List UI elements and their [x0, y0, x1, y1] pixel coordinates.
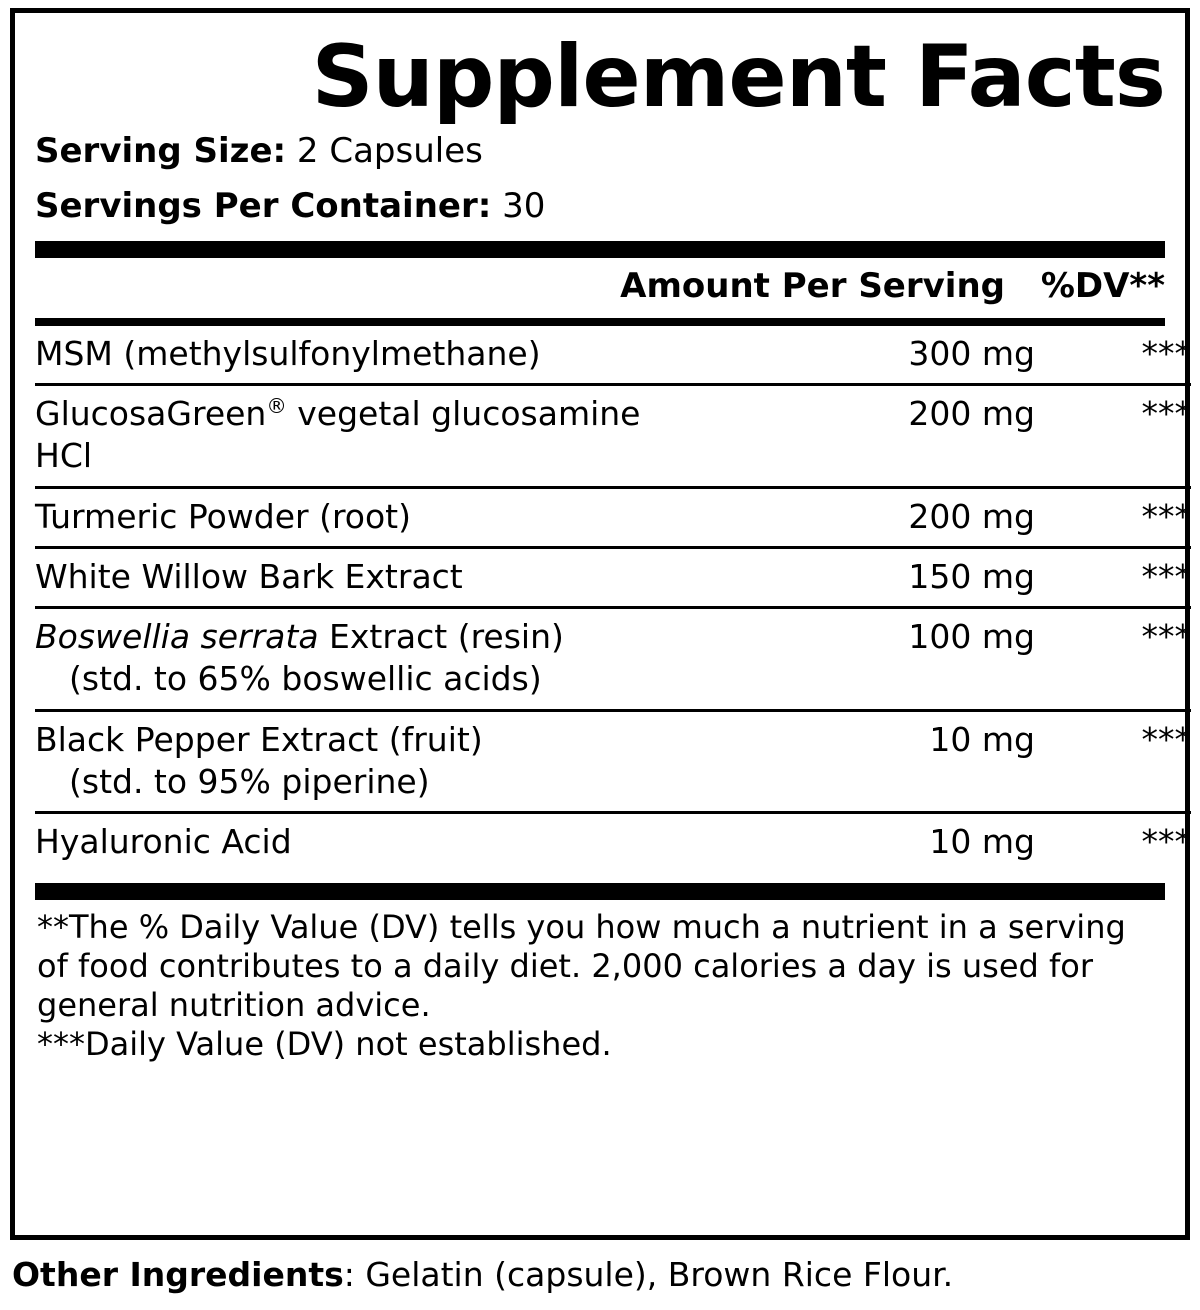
- nutrient-name-text: GlucosaGreen: [35, 394, 267, 434]
- nutrient-name-text: Black Pepper Extract (fruit): [35, 719, 483, 759]
- serving-size-line: [35, 129, 1165, 174]
- nutrient-name: [35, 547, 675, 607]
- nutrient-name-text: Hyaluronic Acid: [35, 822, 292, 862]
- nutrient-amount: 200 mg: [675, 487, 1035, 547]
- nutrient-dv: ***: [1141, 822, 1191, 862]
- nutrient-name: [35, 710, 675, 812]
- nutrient-name: [35, 385, 675, 487]
- header-amount-per-serving: Amount Per Serving: [620, 266, 1005, 307]
- nutrient-dv: ***: [1035, 326, 1191, 385]
- divider-thick-bottom: [35, 883, 1165, 900]
- nutrient-name-standardization: (std. to 95% piperine): [69, 761, 430, 801]
- divider-thick-top: [35, 241, 1165, 258]
- other-ingredients: [12, 1255, 1188, 1295]
- table-row: [35, 547, 1191, 607]
- table-row: [35, 385, 1191, 487]
- serving-size-label: Serving Size:: [35, 131, 287, 172]
- serving-size-value: 2 Capsules: [296, 131, 483, 172]
- nutrient-amount: 10 mg: [675, 710, 1035, 812]
- table-row: [35, 326, 1191, 385]
- divider-medium-header: [35, 318, 1165, 326]
- other-ingredients-value: : Gelatin (capsule), Brown Rice Flour.: [343, 1255, 954, 1294]
- nutrient-name: [35, 326, 675, 385]
- nutrient-dv: ***: [1035, 385, 1191, 487]
- supplement-facts-panel: [10, 8, 1190, 1240]
- registered-mark: ®: [266, 394, 287, 419]
- nutrient-amount: 150 mg: [675, 547, 1035, 607]
- table-row: [35, 487, 1191, 547]
- nutrient-name-text: MSM (methylsulfonylmethane): [35, 334, 541, 374]
- nutrient-name-text: White Willow Bark Extract: [35, 556, 463, 596]
- servings-per-container-line: [35, 184, 1165, 229]
- nutrient-name-latin: Boswellia serrata: [35, 617, 319, 657]
- nutrient-name-text: Turmeric Powder (root): [35, 496, 411, 536]
- nutrient-dv: ***: [1035, 487, 1191, 547]
- footnote-daily-value: **The % Daily Value (DV) tells you how much a nutrient in a serving of food contributes to a daily diet. 2,000 calories a day is used for general nutrition advice.: [37, 908, 1126, 1025]
- nutrient-dv: ***: [1035, 547, 1191, 607]
- nutrient-name-standardization: (std. to 65% boswellic acids): [69, 659, 542, 699]
- nutrient-amount: 300 mg: [675, 326, 1035, 385]
- nutrient-dv: ***: [1035, 608, 1191, 710]
- nutrient-dv: ***: [1035, 710, 1191, 812]
- header-daily-value: %DV**: [1040, 266, 1165, 307]
- nutrient-amount: 100 mg: [675, 608, 1035, 710]
- nutrient-name: [35, 487, 675, 547]
- footnotes: [35, 900, 1165, 1064]
- nutrient-name: [35, 608, 675, 710]
- servings-per-container-value: 30: [502, 186, 546, 227]
- nutrient-name: [35, 813, 675, 872]
- table-row: [35, 608, 1191, 710]
- nutrient-name-rest: vegetal glucosamine HCl: [35, 394, 641, 476]
- footnote-not-established: ***Daily Value (DV) not established.: [37, 1025, 612, 1064]
- nutrient-name-rest: Extract (resin): [318, 617, 564, 657]
- nutrient-amount: 200 mg: [675, 385, 1035, 487]
- nutrient-amount: 10 mg: [929, 822, 1035, 862]
- nutrients-table: [35, 326, 1191, 871]
- other-ingredients-label: Other Ingredients: [12, 1255, 344, 1294]
- servings-per-container-label: Servings Per Container:: [35, 186, 492, 227]
- table-row: [35, 813, 1191, 872]
- page-title: Supplement Facts: [311, 27, 1165, 127]
- table-row: [35, 710, 1191, 812]
- table-header-row: [35, 258, 1165, 312]
